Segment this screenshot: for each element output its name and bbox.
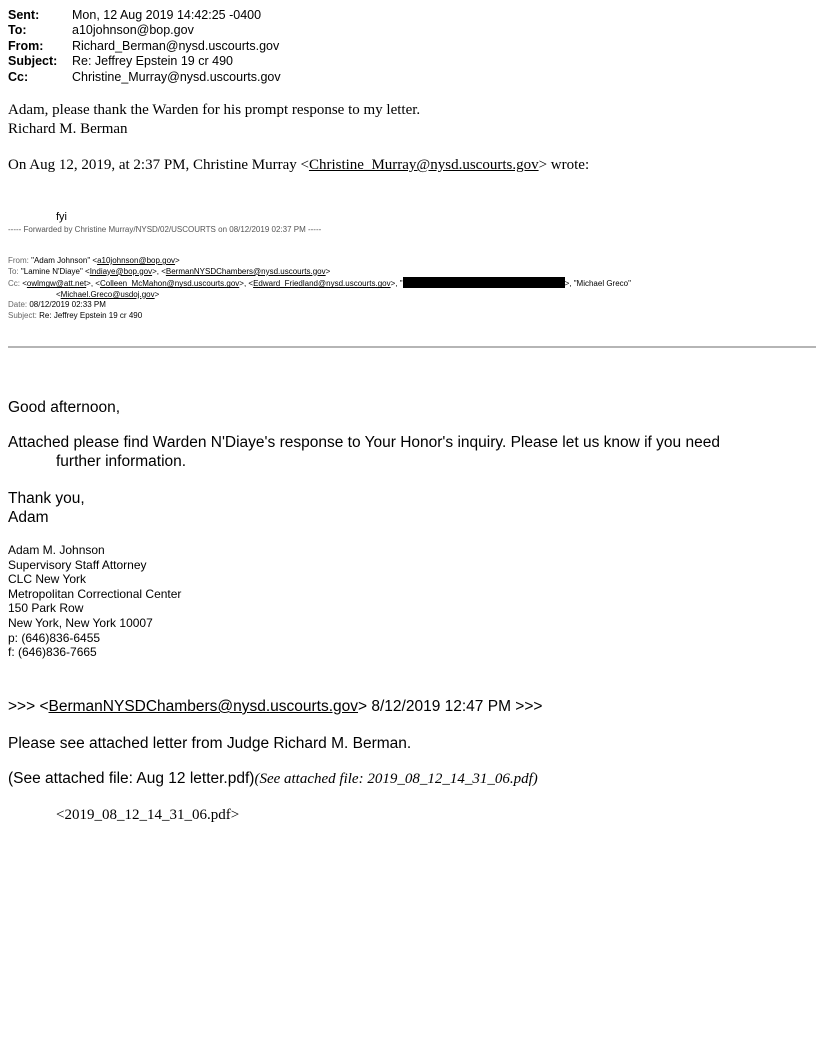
meta-cc-label: Cc:	[8, 279, 20, 289]
original-email-link[interactable]: BermanNYSDChambers@nysd.uscourts.gov	[48, 698, 359, 715]
original-message-header	[8, 697, 542, 716]
signature-line: Metropolitan Correctional Center	[8, 586, 182, 601]
signature-line: Supervisory Staff Attorney	[8, 557, 147, 572]
sent-value: Mon, 12 Aug 2019 14:42:25 -0400	[72, 8, 262, 22]
sent-row	[8, 8, 281, 23]
to-value: a10johnson@bop.gov	[72, 23, 194, 38]
forwarded-line: ----- Forwarded by Christine Murray/NYSD/02/USCOURTS on 08/12/2019 02:37 PM -----	[8, 225, 322, 234]
meta-to-email-link-2[interactable]: BermanNYSDChambers@nysd.uscourts.gov	[165, 266, 326, 276]
meta-cc-email-link-2[interactable]: Colleen_McMahon@nysd.uscourts.gov	[99, 279, 240, 289]
signature-line: 150 Park Row	[8, 601, 84, 616]
meta-cc2-end: >	[154, 289, 160, 299]
meta-cc-row	[8, 277, 631, 290]
closing	[8, 489, 85, 527]
original-prefix: >>> <	[8, 698, 49, 715]
cc-value: Christine_Murray@nysd.uscourts.gov	[72, 69, 281, 84]
meta-date-value: 08/12/2019 02:33 PM	[29, 300, 106, 310]
meta-to-row	[8, 267, 631, 278]
meta-subject-label: Subject:	[8, 310, 37, 320]
meta-subject-row	[8, 311, 631, 322]
meta-from-email-link[interactable]: a10johnson@bop.gov	[97, 256, 176, 265]
meta-from-end: >	[175, 256, 180, 265]
cc-label: Cc:	[8, 69, 29, 84]
meta-cc2-open: <	[56, 289, 61, 299]
divider	[8, 346, 816, 348]
closing-thanks: Thank you,	[8, 490, 85, 507]
signature-line: f: (646)836-7665	[8, 645, 97, 660]
closing-name: Adam	[8, 509, 49, 526]
meta-cc-after: >, "Michael Greco"	[564, 279, 631, 289]
meta-cc-email-link-1[interactable]: owlmgw@att.net	[26, 279, 87, 289]
meta-cc-open: <	[22, 279, 27, 289]
email-header	[8, 8, 281, 85]
attachment-notes	[8, 769, 538, 789]
meta-subject-value: Re: Jeffrey Epstein 19 cr 490	[39, 310, 143, 320]
meta-from-name: "Adam Johnson" <	[31, 256, 98, 265]
meta-from-label: From:	[8, 256, 29, 265]
from-value: Richard_Berman@nysd.uscourts.gov	[72, 38, 280, 53]
quote-intro	[8, 156, 589, 175]
sent-label: Sent:	[8, 8, 40, 22]
reply-body	[8, 101, 420, 139]
subject-label: Subject:	[8, 54, 58, 69]
cc-row	[8, 70, 281, 85]
signature-line: CLC New York	[8, 572, 87, 587]
quote-intro-prefix: On Aug 12, 2019, at 2:37 PM, Christine Murray <	[8, 157, 309, 173]
original-message-text: Please see attached letter from Judge Richard M. Berman.	[8, 735, 412, 752]
meta-to-sep: >, <	[152, 266, 166, 276]
attached-line-2: further information.	[56, 453, 187, 470]
reply-signature: Richard M. Berman	[8, 121, 128, 137]
greeting: Good afternoon,	[8, 399, 121, 416]
signature-block	[8, 543, 181, 660]
meta-date-row	[8, 300, 631, 311]
from-label: From:	[8, 38, 44, 53]
meta-to-email-link-1[interactable]: Indiaye@bop.gov	[89, 266, 153, 276]
reply-line: Adam, please thank the Warden for his prompt response to my letter.	[8, 102, 421, 118]
to-label: To:	[8, 23, 27, 38]
meta-cc2-email-link[interactable]: Michael.Greco@usdoj.gov	[60, 289, 155, 299]
meta-cc-sep-3: >, "	[390, 279, 403, 289]
quote-intro-email-link[interactable]: Christine_Murray@nysd.uscourts.gov	[308, 157, 539, 173]
signature-line: p: (646)836-6455	[8, 630, 101, 645]
meta-date-label: Date:	[8, 300, 28, 310]
meta-to-name: "Lamine N'Diaye" <	[20, 266, 90, 276]
attached-line-1: Attached please find Warden N'Diaye's response to Your Honor's inquiry. Please let us know if you need	[8, 434, 720, 451]
from-row	[8, 39, 281, 54]
subject-value: Re: Jeffrey Epstein 19 cr 490	[72, 54, 233, 69]
meta-from-row	[8, 256, 631, 267]
subject-row	[8, 54, 281, 69]
forward-meta	[8, 256, 631, 322]
meta-to-label: To:	[8, 266, 19, 276]
meta-cc-row-2	[8, 290, 631, 301]
attached-paragraph	[8, 433, 798, 471]
signature-line: Adam M. Johnson	[8, 543, 105, 557]
meta-cc-email-link-3[interactable]: Edward_Friedland@nysd.uscourts.gov	[253, 279, 391, 289]
signature-line: New York, New York 10007	[8, 615, 153, 630]
redaction-block	[403, 277, 565, 288]
quote-intro-suffix: > wrote:	[538, 157, 590, 173]
original-suffix: > 8/12/2019 12:47 PM >>>	[358, 698, 543, 715]
meta-to-end: >	[325, 266, 331, 276]
meta-cc-sep-1: >, <	[86, 279, 100, 289]
pdf-attachment[interactable]: <2019_08_12_14_31_06.pdf>	[56, 807, 240, 823]
attachment-note-1: (See attached file: Aug 12 letter.pdf)	[8, 770, 255, 787]
fyi-text: fyi	[56, 211, 67, 223]
meta-cc-sep-2: >, <	[239, 279, 254, 289]
attachment-note-2: (See attached file: 2019_08_12_14_31_06.pdf)	[254, 771, 538, 787]
to-row	[8, 23, 281, 38]
